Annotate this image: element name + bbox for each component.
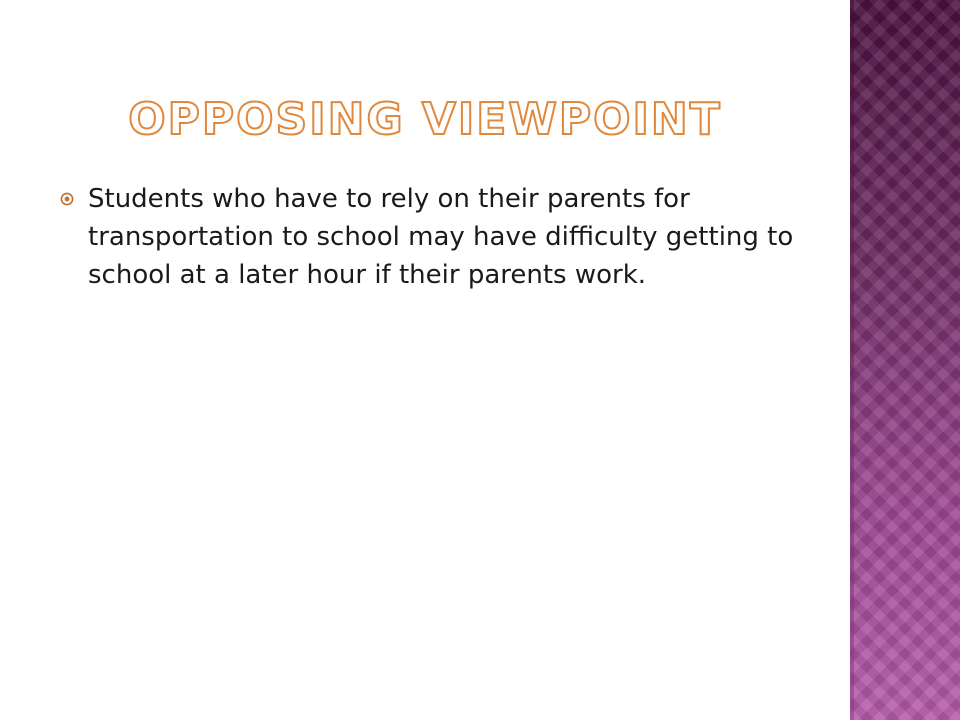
bullet-item (60, 180, 800, 294)
slide-title: OPPOSING VIEWPOINT (128, 94, 722, 145)
slide-content (60, 180, 800, 294)
circled-dot-bullet-icon (60, 192, 74, 206)
side-panel-edge (850, 0, 854, 720)
bullet-text: Students who have to rely on their parents for transportation to school may have difficulty getting to school at a later hour if their parents work. (88, 184, 794, 290)
decorative-side-panel (850, 0, 960, 720)
